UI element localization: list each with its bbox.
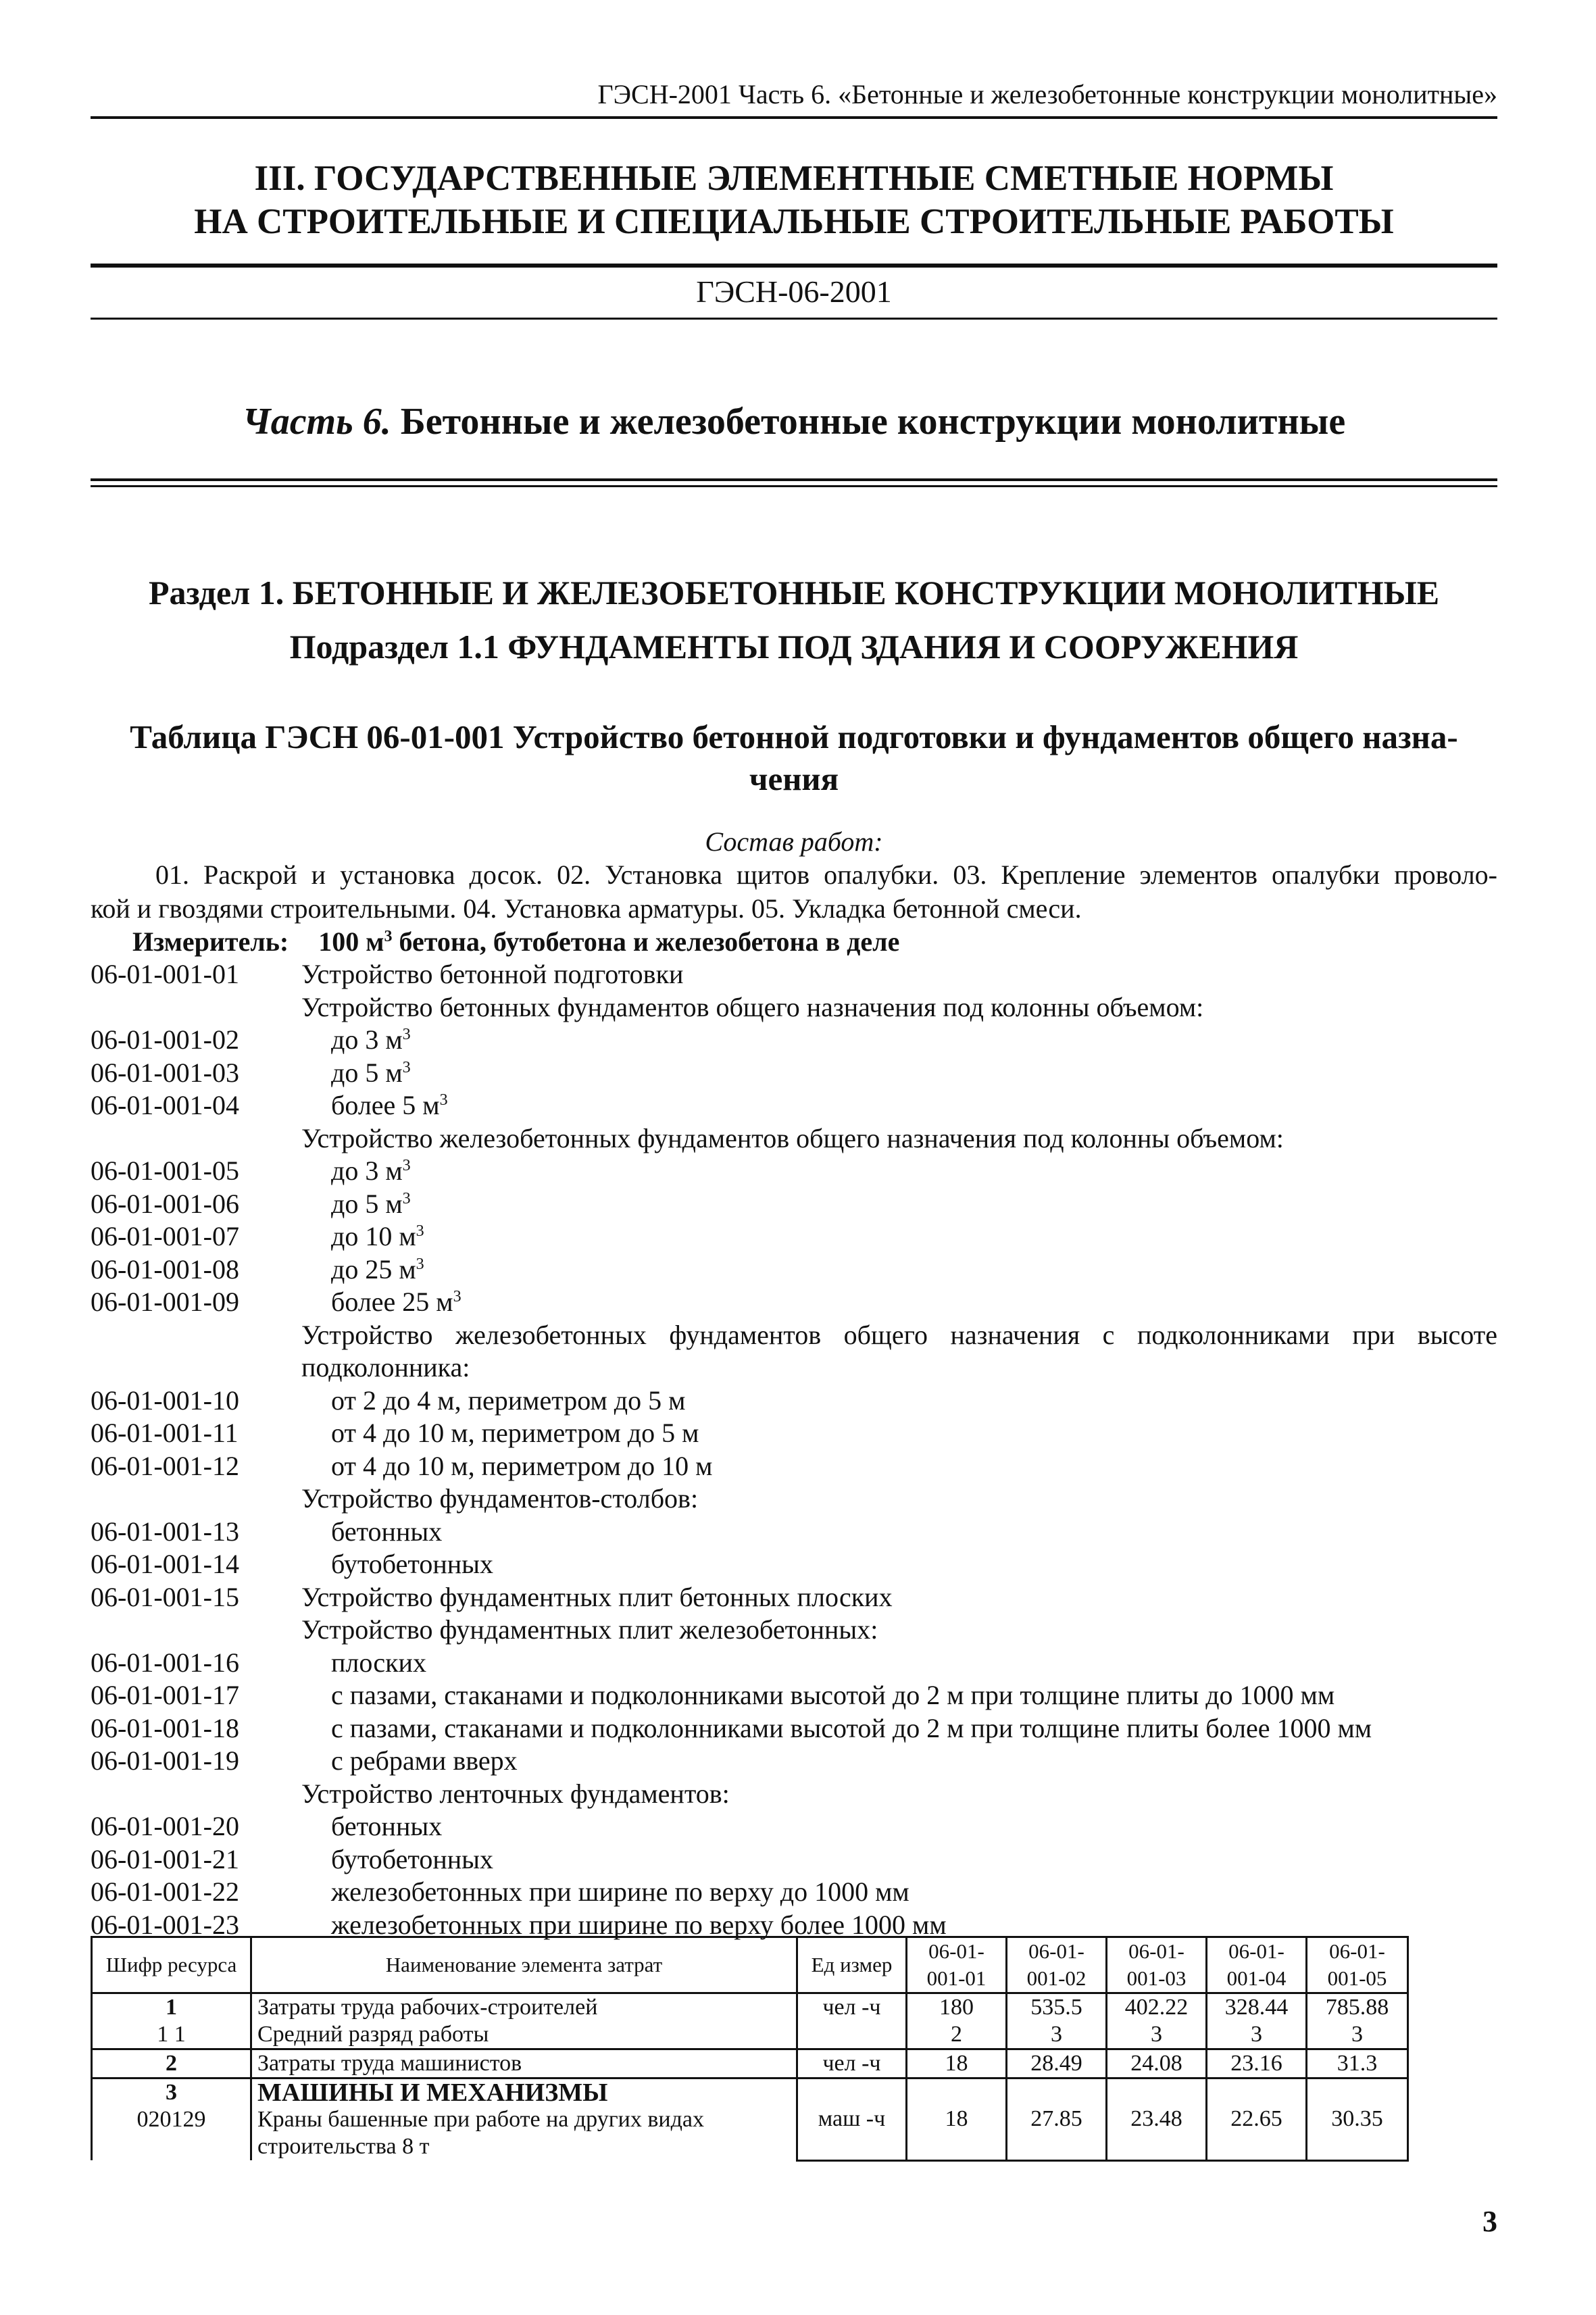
item-text: до 10 $м^3$ [331,1221,424,1251]
header-col-5: 06-01- 001-05 [1307,1937,1408,1993]
row-value: 31.3 [1307,2049,1408,2078]
list-item [91,1516,1497,1549]
item-text: плоских [331,1647,426,1678]
item-code: 06-01-001-03 [91,1057,239,1088]
section-title: Раздел 1. БЕТОННЫЕ И ЖЕЛЕЗОБЕТОННЫЕ КОНСТРУКЦИИ МОНОЛИТНЫЕ [148,574,1440,612]
list-item [91,1188,1497,1221]
code-bottom-rule [91,318,1497,320]
item-text: Устройство бетонных фундаментов общего назначения под колонны объемом: [301,991,1204,1022]
row-value: 23.16 [1207,2049,1307,2078]
item-code: 06-01-001-16 [91,1647,239,1678]
list-item [91,1057,1497,1090]
list-item [91,1417,1497,1450]
measure-value: 100 $м^3$ бетона, бутобетона и железобетона в деле [318,926,900,957]
row-code: 1 [92,1993,251,2022]
list-item [91,1745,1497,1778]
item-code: 06-01-001-08 [91,1253,239,1285]
item-code: 06-01-001-19 [91,1745,239,1776]
item-code: 06-01-001-20 [91,1811,239,1841]
row-value: 18 [907,2078,1007,2161]
row-code: 2 [92,2049,251,2078]
running-header: ГЭСН-2001 Часть 6. «Бетонные и железобетонные конструкции монолитные» [597,79,1497,109]
page-number: 3 [1482,2205,1497,2238]
list-item [91,1155,1497,1188]
item-code: 06-01-001-21 [91,1843,239,1874]
table-title-line-1: Таблица ГЭСН 06-01-001 Устройство бетонной подготовки и фундаментов общего назна- [130,718,1458,755]
row-value: 328.44 [1207,1993,1307,2022]
list-item [91,1483,1497,1516]
list-item [91,1385,1497,1418]
measure-label: Измеритель: [132,926,289,957]
item-text: Устройство фундаментных плит бетонных плоских [301,1581,893,1612]
row-value: 3 [1307,2021,1408,2049]
list-item [91,991,1497,1024]
main-title-line-1: III. ГОСУДАРСТВЕННЫЕ ЭЛЕМЕНТНЫЕ СМЕТНЫЕ НОРМЫ [254,159,1334,198]
part-title [91,400,1497,443]
header-col-2: 06-01- 001-02 [1007,1937,1107,1993]
row-code: 1 1 [92,2021,251,2049]
row-value: 535.5 [1007,1993,1107,2022]
subsection-title: Подраздел 1.1 ФУНДАМЕНТЫ ПОД ЗДАНИЯ И СООРУЖЕНИЯ [289,628,1299,666]
list-item [91,1581,1497,1614]
item-code: 06-01-001-17 [91,1680,239,1710]
work-line-2: кой и гвоздями строительными. 04. Установка арматуры. 05. Укладка бетонной смеси. [91,893,1082,924]
item-code: 06-01-001-01 [91,959,239,989]
header-col-1: 06-01- 001-01 [907,1937,1007,1993]
item-code: 06-01-001-09 [91,1287,239,1317]
row-value: 180 [907,1993,1007,2022]
main-title [91,157,1497,243]
item-code: 06-01-001-02 [91,1024,239,1055]
list-item [91,1286,1497,1319]
item-text: от 2 до 4 м, периметром до 5 м [331,1385,686,1416]
resource-table [91,1936,1409,2162]
item-code: 06-01-001-04 [91,1090,239,1120]
header-col-4: 06-01- 001-04 [1207,1937,1307,1993]
item-code: 06-01-001-23 [91,1909,239,1940]
header-name: Наименование элемента затрат [251,1937,797,1993]
item-code: 06-01-001-12 [91,1450,239,1481]
item-text: от 4 до 10 м, периметром до 10 м [331,1450,713,1481]
list-item [91,1876,1497,1909]
table-title [91,716,1497,800]
list-item [91,1810,1497,1843]
table-row [92,2049,1408,2078]
list-item [91,1679,1497,1712]
item-text: от 4 до 10 м, периметром до 5 м [331,1418,699,1448]
item-text: до 5 $м^3$ [331,1057,411,1088]
work-line-1: 01. Раскрой и установка досок. 02. Установка щитов опалубки. 03. Крепление элементов опалубки проволо- [155,860,1497,890]
part-rule-1 [91,478,1497,481]
list-item [91,1319,1497,1352]
row-value: 23.48 [1107,2078,1207,2161]
row-value: 30.35 [1307,2078,1408,2161]
item-code: 06-01-001-11 [91,1418,239,1448]
item-text: Устройство железобетонных фундаментов общего назначения с подколонниками при высоте [301,1319,1497,1350]
header-col-3: 06-01- 001-03 [1107,1937,1207,1993]
list-item [91,1712,1497,1745]
row-value: 28.49 [1007,2049,1107,2078]
list-item [91,1843,1497,1876]
item-code: 06-01-001-14 [91,1549,239,1579]
row-value: 402.22 [1107,1993,1207,2022]
list-item [91,1122,1497,1155]
part-rule-2 [91,485,1497,487]
header-code: Шифр ресурса [92,1937,251,1993]
list-item [91,1450,1497,1483]
list-item [91,1024,1497,1057]
row-value: 18 [907,2049,1007,2078]
table-row [92,2021,1408,2049]
item-text: до 3 $м^3$ [331,1155,411,1186]
header-rule [91,116,1497,119]
item-code: 06-01-001-07 [91,1221,239,1251]
table-row [92,2078,1408,2161]
part-label: Часть 6. [242,401,391,443]
list-item [91,1253,1497,1287]
row-code: 3 020129 [92,2078,251,2161]
row-value: 3 [1007,2021,1107,2049]
item-code: 06-01-001-13 [91,1516,239,1547]
item-text: железобетонных при ширине по верху до 1000 мм [331,1876,909,1907]
row-name: Затраты труда машинистов [251,2049,797,2078]
row-value: 2 [907,2021,1007,2049]
row-value: 22.65 [1207,2078,1307,2161]
norm-items-list [91,958,1497,1941]
row-unit: маш -ч [797,2078,907,2161]
item-text: до 25 $м^3$ [331,1253,424,1285]
item-code: 06-01-001-15 [91,1581,239,1612]
work-composition-text [91,858,1497,926]
list-item [91,958,1497,991]
row-value: 27.85 [1007,2078,1107,2161]
item-text: с пазами, стаканами и подколонниками высотой до 2 м при толщине плиты до 1000 мм [331,1680,1335,1710]
list-item [91,1351,1497,1385]
item-text: более 25 $м^3$ [331,1287,462,1317]
row-name: Затраты труда рабочих-строителей [251,1993,797,2022]
item-text: с ребрами вверх [331,1745,518,1776]
row-value: 785.88 [1307,1993,1408,2022]
item-code: 06-01-001-22 [91,1876,239,1907]
item-text: Устройство фундаментных плит железобетонных: [301,1614,878,1645]
item-code: 06-01-001-05 [91,1155,239,1186]
item-text: Устройство бетонной подготовки [301,959,684,989]
item-text: с пазами, стаканами и подколонниками высотой до 2 м при толщине плиты более 1000 мм [331,1712,1372,1743]
item-text: бетонных [331,1811,443,1841]
item-text: бутобетонных [331,1843,493,1874]
list-item [91,1778,1497,1811]
list-item [91,1089,1497,1122]
code-top-rule [91,264,1497,268]
item-text: до 3 $м^3$ [331,1024,411,1055]
header-unit: Ед измер [797,1937,907,1993]
item-text: железобетонных при ширине по верху более 1000 мм [331,1909,947,1940]
row-unit: чел -ч [797,1993,907,2022]
row-value: 24.08 [1107,2049,1207,2078]
list-item [91,1614,1497,1647]
table-title-line-2: чения [749,760,839,797]
row-name: Средний разряд работы [251,2021,797,2049]
row-name: МАШИНЫ И МЕХАНИЗМЫ Краны башенные при работе на других видах строительства 8 т [251,2078,797,2161]
row-unit [797,2021,907,2049]
measure-unit [132,926,899,957]
item-text: бутобетонных [331,1549,493,1579]
item-code: 06-01-001-18 [91,1712,239,1743]
item-text: бетонных [331,1516,443,1547]
main-title-line-2: НА СТРОИТЕЛЬНЫЕ И СПЕЦИАЛЬНЫЕ СТРОИТЕЛЬНЫЕ РАБОТЫ [194,202,1394,241]
row-unit: чел -ч [797,2049,907,2078]
item-text: Устройство железобетонных фундаментов общего назначения под колонны объемом: [301,1122,1284,1153]
item-text: до 5 $м^3$ [331,1188,411,1219]
norm-code: ГЭСН-06-2001 [696,274,892,309]
item-text: более 5 $м^3$ [331,1090,448,1120]
list-item [91,1548,1497,1581]
part-name: Бетонные и железобетонные конструкции монолитные [400,401,1346,443]
list-item [91,1647,1497,1680]
item-text: Устройство фундаментов-столбов: [301,1483,699,1514]
item-code: 06-01-001-10 [91,1385,239,1416]
table-row [92,1993,1408,2022]
list-item [91,1220,1497,1253]
item-text: Устройство ленточных фундаментов: [301,1778,730,1809]
item-code: 06-01-001-06 [91,1188,239,1219]
row-value: 3 [1207,2021,1307,2049]
row-value: 3 [1107,2021,1207,2049]
table-header-row [92,1937,1408,1993]
work-composition-heading: Состав работ: [705,826,883,857]
item-text: подколонника: [301,1352,470,1383]
